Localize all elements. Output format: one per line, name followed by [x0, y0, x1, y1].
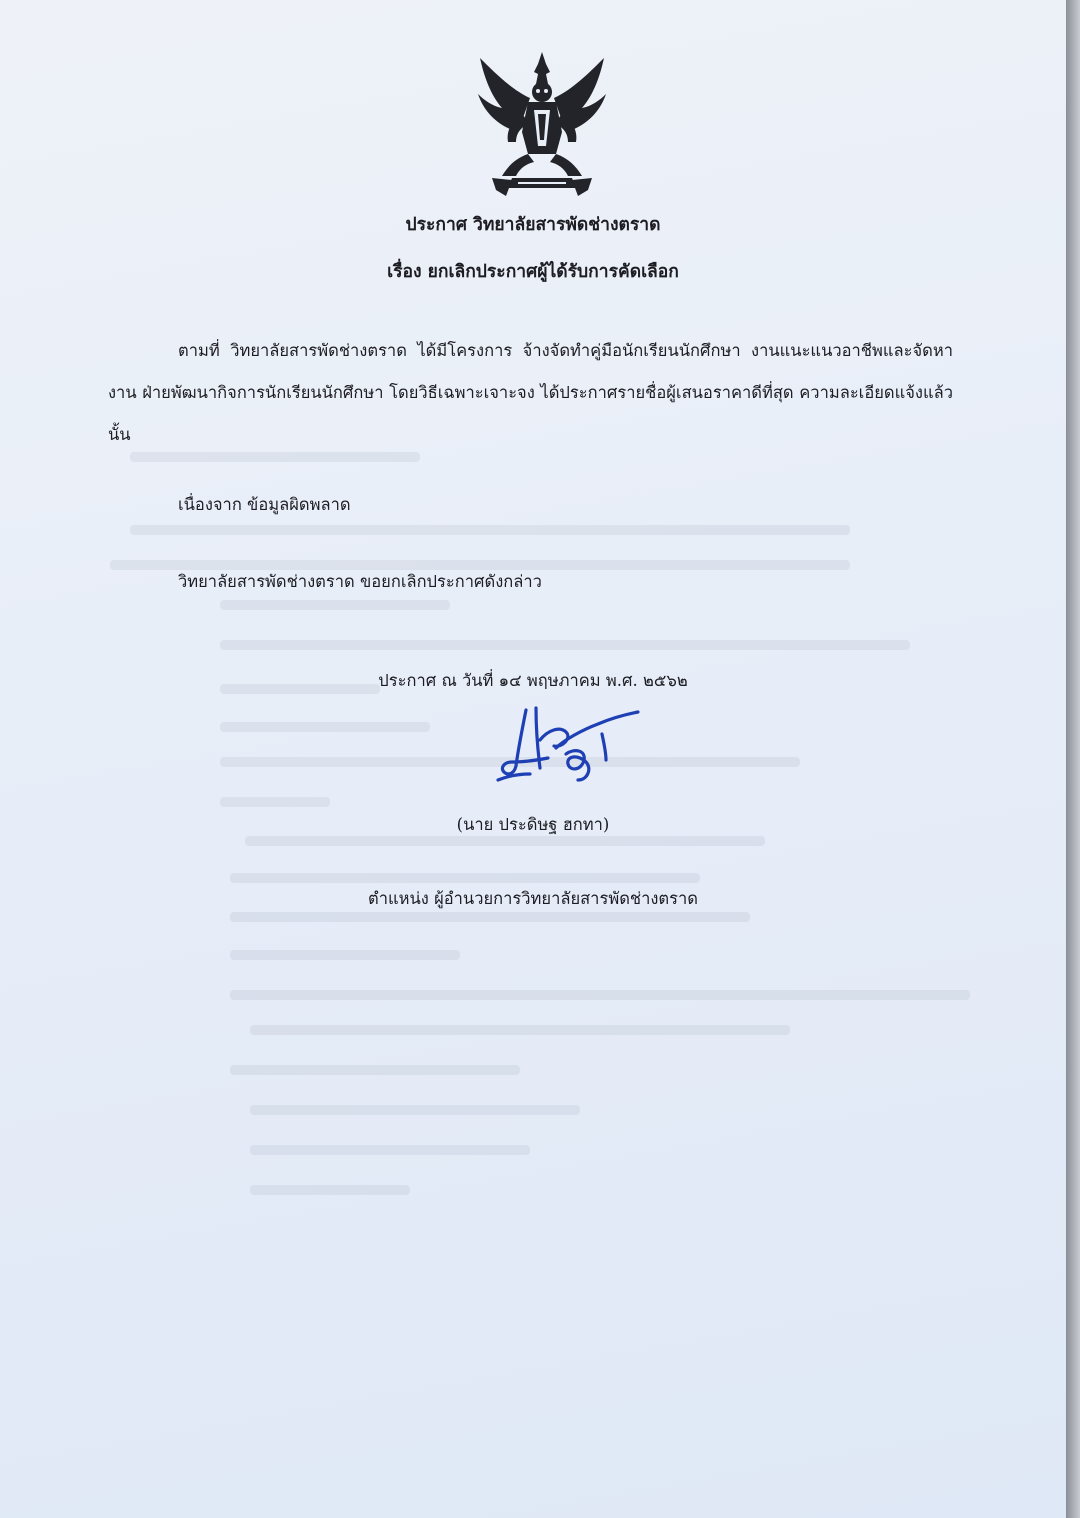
cancellation-line: วิทยาลัยสารพัดช่างตราด ขอยกเลิกประกาศดังกล่าว [178, 572, 542, 591]
body-paragraph: ตามที่ วิทยาลัยสารพัดช่างตราด ได้มีโครงการ จ้างจัดทำคู่มือนักเรียนนักศึกษา งานแนะแนวอาชีพและจัดหางาน ฝ่ายพัฒนากิจการนักเรียนนักศึกษา โดยวิธีเฉพาะเจาะจง ได้ประกาศรายชื่อผู้เสนอราคาดีที่สุด ความละเอียดแจ้งแล้ว นั้น [108, 341, 953, 444]
announcement-subject: เรื่อง ยกเลิกประกาศผู้ได้รับการคัดเลือก [387, 262, 679, 282]
signer-name: (นาย ประดิษฐ ฮกทา) [456, 815, 610, 834]
announcement-heading: ประกาศ วิทยาลัยสารพัดช่างตราด [405, 215, 661, 235]
reason-line: เนื่องจาก ข้อมูลผิดพลาด [178, 495, 351, 514]
page-edge-shadow [1066, 0, 1080, 1518]
date-line: ประกาศ ณ วันที่ ๑๔ พฤษภาคม พ.ศ. ๒๕๖๒ [378, 671, 688, 690]
signer-position: ตำแหน่ง ผู้อำนวยการวิทยาลัยสารพัดช่างตราด [368, 889, 698, 908]
garuda-emblem-icon [472, 50, 612, 200]
handwritten-signature [478, 700, 648, 792]
